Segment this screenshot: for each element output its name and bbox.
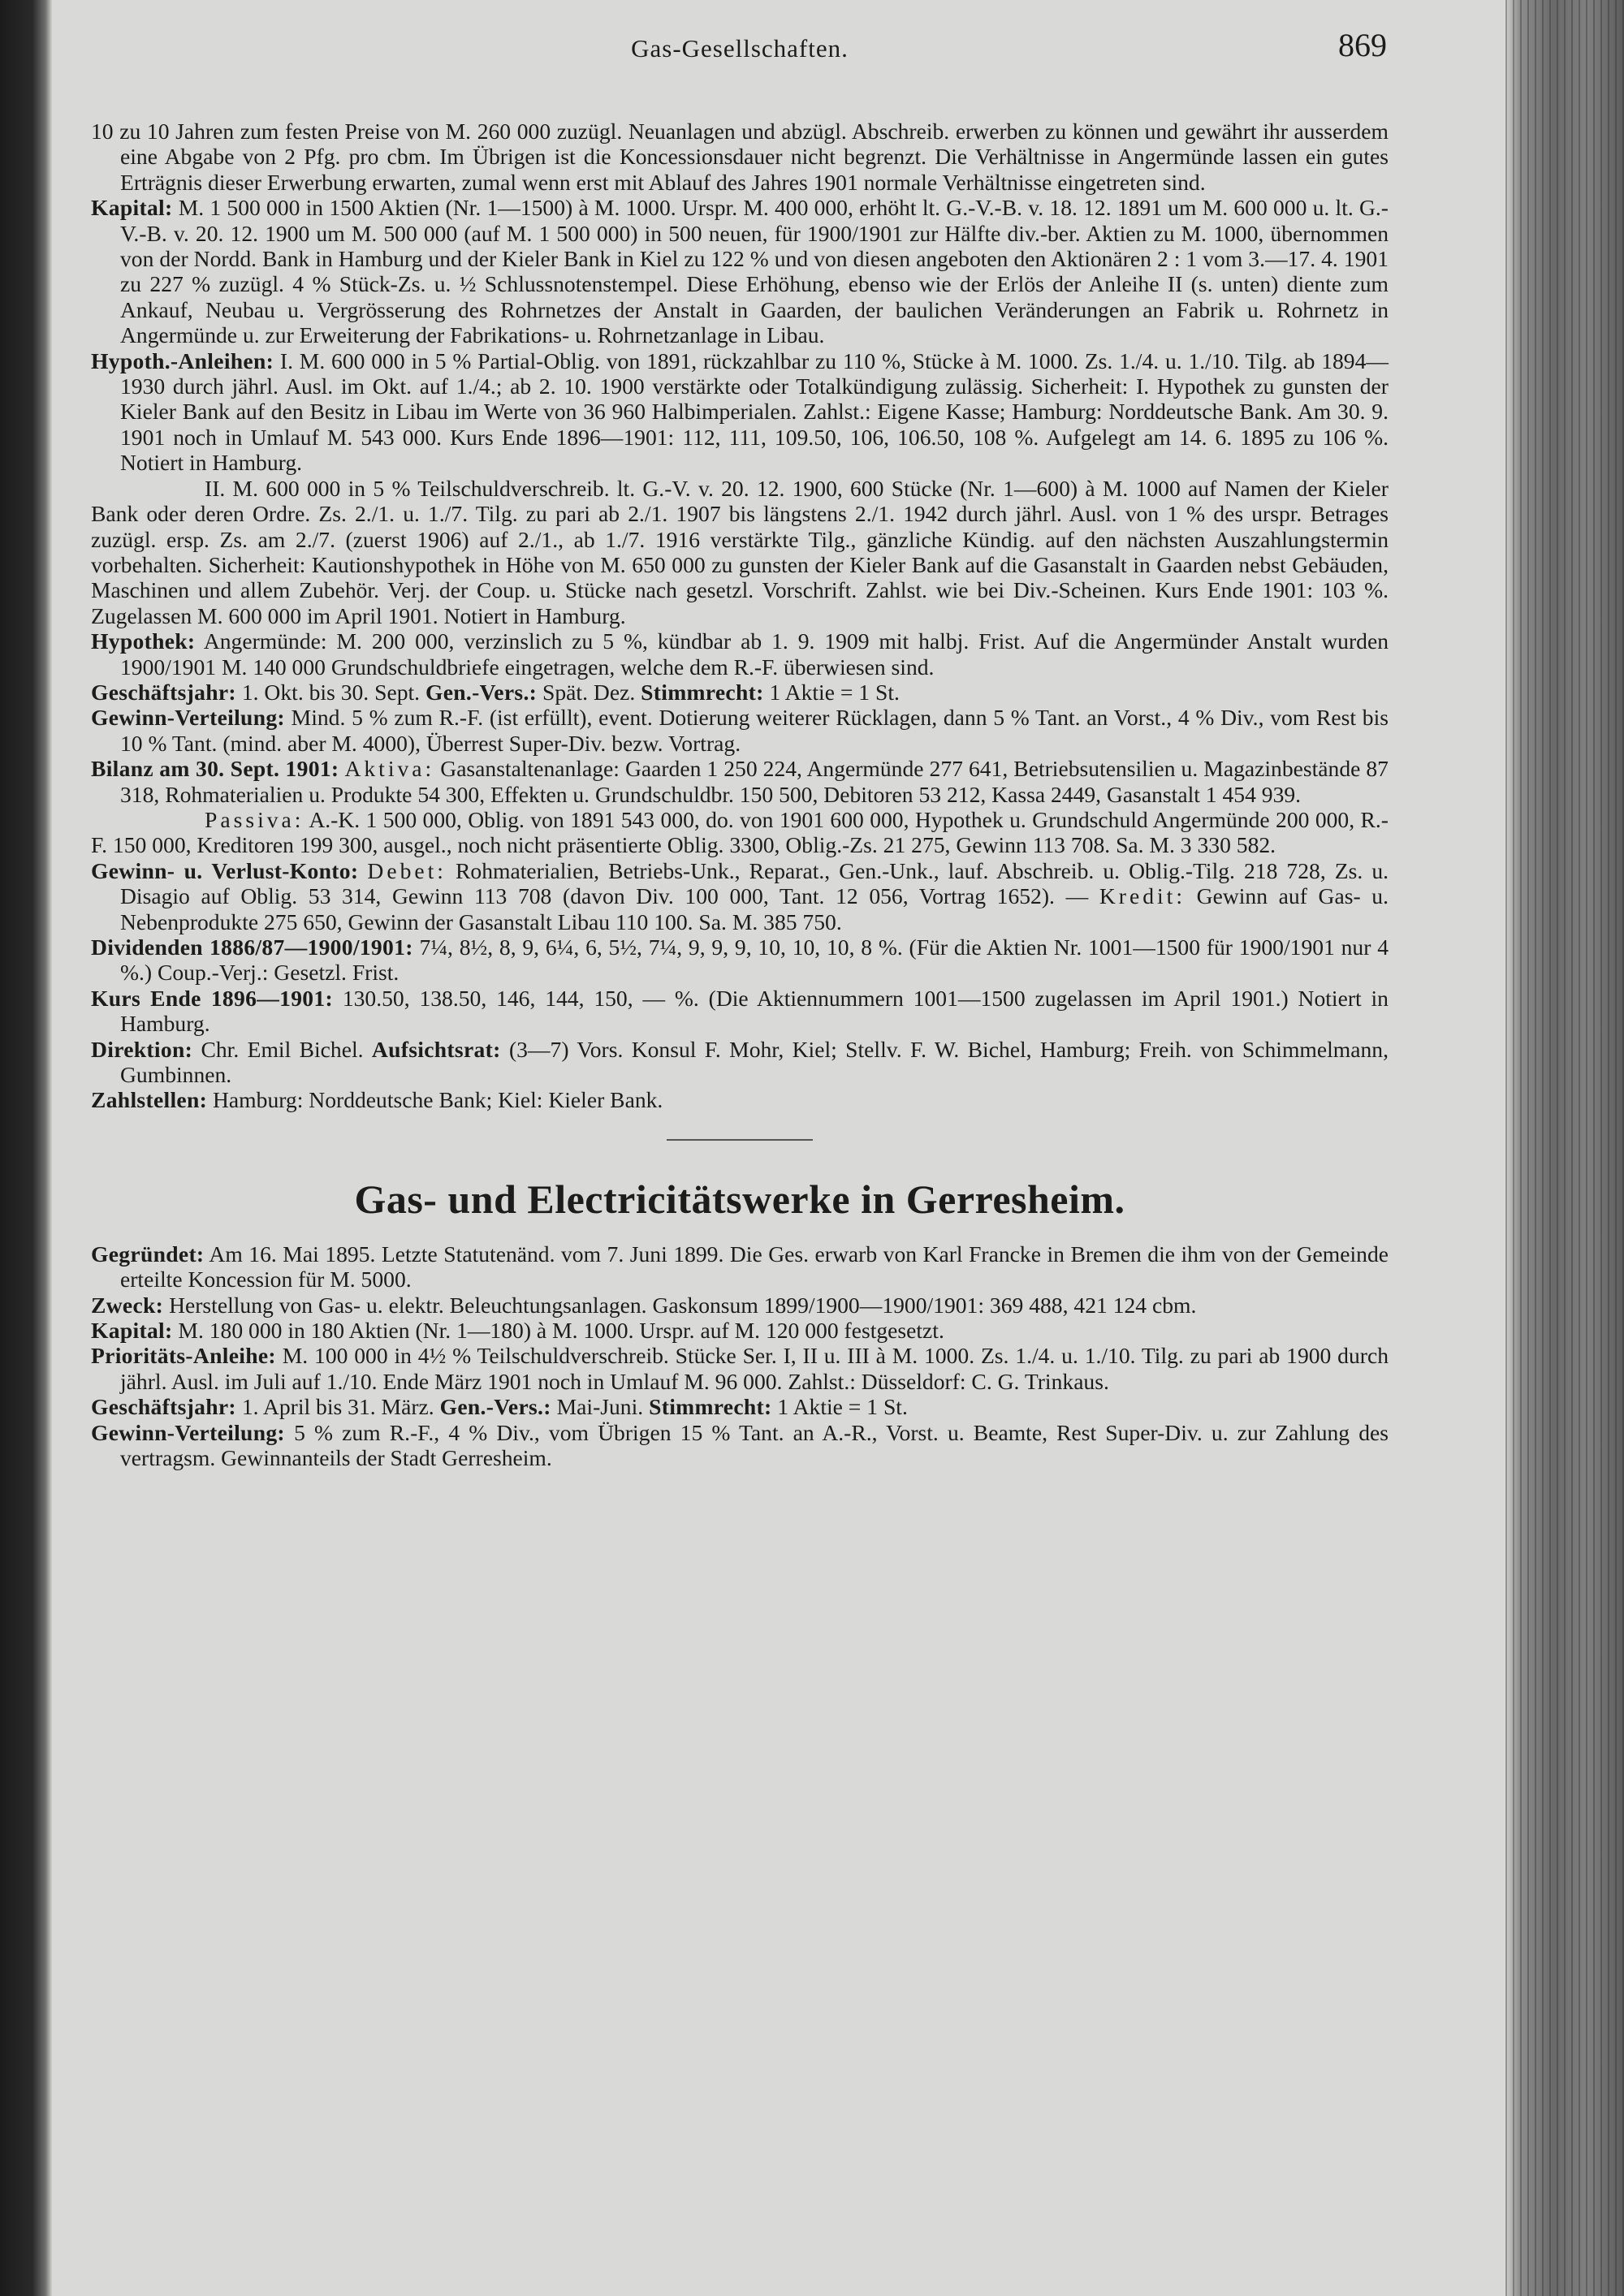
entry-label: Hypothek: (91, 628, 196, 654)
section-divider (667, 1139, 813, 1141)
entry-gewinn-verteilung: Gewinn-Verteilung: Mind. 5 % zum R.-F. (ist erfüllt), event. Dotierung weiterer Rücklagen, dann 5 % Tant. an Vorst., 4 % Div., vom Rest bis 10 % Tant. (mind. aber M. 4000), Überrest Super-Div. bezw. Vortrag. (91, 705, 1389, 756)
entry-zweck: Zweck: Herstellung von Gas- u. elektr. Beleuchtungsanlagen. Gaskonsum 1899/1900—1900/1901: 369 488, 421 124 cbm. (91, 1292, 1197, 1318)
entry-zahlstellen: Zahlstellen: Hamburg: Norddeutsche Bank; Kiel: Kieler Bank. (91, 1087, 663, 1113)
entry-geschaeftsjahr: Geschäftsjahr: 1. Okt. bis 30. Sept. Gen.-Vers.: Spät. Dez. Stimmrecht: 1 Aktie = 1 St. (91, 679, 900, 705)
running-header-title: Gas-Gesellschaften. (631, 34, 849, 63)
entry-label: Bilanz am 30. Sept. 1901: (91, 756, 339, 782)
entry-kurs: Kurs Ende 1896—1901: 130.50, 138.50, 146, 144, 150, — %. (Die Aktiennummern 1001—1500 zugelassen im April 1901.) Notiert in Hamburg. (91, 985, 1389, 1037)
entry-gegruendet: Gegründet: Am 16. Mai 1895. Letzte Statutenänd. vom 7. Juni 1899. Die Ges. erwarb von Karl Francke in Bremen die ihm von der Gemeinde erteilte Koncession für M. 5000. (91, 1241, 1389, 1293)
entry-label: Geschäftsjahr: (91, 1394, 236, 1420)
running-header (91, 27, 1389, 81)
entry-kapital: Kapital: M. 1 500 000 in 1500 Aktien (Nr. 1—1500) à M. 1000. Urspr. M. 400 000, erhöht lt. G.-V.-B. v. 18. 12. 1891 um M. 600 000 u. lt. G.-V.-B. v. 20. 12. 1900 um M. 500 000 (auf M. 1 500 000) in 500 neuen, für 1900/1901 zur Hälfte div.-ber. Aktien zu M. 1000, übernommen von der Nordd. Bank in Hamburg und der Kieler Bank in Kiel zu 122 % und von diesen angeboten den Aktionären 2 : 1 vom 3.—17. 4. 1901 zu 227 % zuzügl. 4 % Stück-Zs. u. ½ Schlussnotenstempel. Diese Erhöhung, ebenso wie der Erlös der Anleihe II (s. unten) diente zum Ankauf, Neubau u. Vergrösserung des Rohrnetzes der Anstalt in Gaarden, der baulichen Veränderungen an Fabrik u. Rohrnetz in Angermünde u. zur Erweiterung der Fabrikations- u. Rohrnetzanlage in Libau. (91, 195, 1389, 348)
entry-label: Kapital: (91, 1318, 173, 1344)
entry-label: Gewinn- u. Verlust-Konto: (91, 857, 359, 883)
entry-gewinn-verteilung-2: Gewinn-Verteilung: 5 % zum R.-F., 4 % Div., vom Übrigen 15 % Tant. an A.-R., Vorst. u. Beamte, Rest Super-Div. u. zur Zahlung des vertragsm. Gewinnanteils der Stadt Gerresheim. (91, 1419, 1389, 1471)
entry-hypothek: Hypothek: Angermünde: M. 200 000, verzinslich zu 5 %, kündbar ab 1. 9. 1909 mit halbj. Frist. Auf die Angermünder Anstalt wurden 1900/1901 M. 140 000 Grundschuldbriefe eingetragen, welche dem R.-F. überwiesen sind. (91, 628, 1389, 680)
entry-label: Prioritäts-Anleihe: (91, 1343, 276, 1369)
entry-label: Hypoth.-Anleihen: (91, 347, 274, 373)
entry-hypoth-anleihen: Hypoth.-Anleihen: I. M. 600 000 in 5 % Partial-Oblig. von 1891, rückzahlbar zu 110 %, Stücke à M. 1000. Zs. 1./4. u. 1./10. Tilg. ab 1894—1930 durch jährl. Ausl. im Okt. auf 1./4.; ab 2. 10. 1900 verstärkte oder Totalkündigung zulässig. Sicherheit: I. Hypothek zu gunsten der Kieler Bank auf den Besitz in Libau im Werte von 36 960 Halbimperialen. Zahlst.: Eigene Kasse; Hamburg: Norddeutsche Bank. Am 30. 9. 1901 noch in Umlauf M. 543 000. Kurs Ende 1896—1901: 112, 111, 109.50, 106, 106.50, 108 %. Aufgelegt am 14. 6. 1895 zu 106 %. Notiert in Hamburg. (91, 347, 1389, 476)
entry-label: Gewinn-Verteilung: (91, 705, 285, 731)
entry-label: Geschäftsjahr: (91, 679, 236, 705)
entry-geschaeftsjahr-2: Geschäftsjahr: 1. April bis 31. März. Gen.-Vers.: Mai-Juni. Stimmrecht: 1 Aktie = 1 St. (91, 1394, 908, 1420)
entry-label: Zahlstellen: (91, 1087, 208, 1113)
entry-label: Gewinn-Verteilung: (91, 1419, 285, 1445)
section-title: Gas- und Electricitätswerke in Gerresheim. (354, 1176, 1125, 1222)
entry-anleihe-ii: II. M. 600 000 in 5 % Teilschuldverschreib. lt. G.-V. v. 20. 12. 1900, 600 Stücke (Nr. 1—600) à M. 1000 auf Namen der Kieler Bank oder deren Ordre. Zs. 2./1. u. 1./7. Tilg. zu pari ab 2./1. 1907 bis längstens 2./1. 1942 durch jährl. Ausl. von 1 % des urspr. Betrages zuzügl. ersp. Zs. am 2./7. (zuerst 1906) auf 2./1., ab 1./7. 1916 verstärkte Tilg., gänzliche Kündig. auf den nächsten Auszahlungstermin vorbehalten. Sicherheit: Kautionshypothek in Höhe von M. 650 000 zu gunsten der Kieler Bank auf die Gasanstalt in Gaarden nebst Gebäuden, Maschinen und allem Zubehör. Verj. der Coup. u. Stücke nach gesetzl. Vorschrift. Zahlst. wie bei Div.-Scheinen. Kurs Ende 1901: 103 %. Zugelassen M. 600 000 im April 1901. Notiert in Hamburg. (91, 475, 1389, 628)
page-number: 869 (1338, 27, 1387, 63)
entry-bilanz: Bilanz am 30. Sept. 1901: Aktiva: Gasanstaltenanlage: Gaarden 1 250 224, Angermünde 277 641, Betriebsutensilien u. Magazinbestände 87 318, Rohmaterialien u. Produkte 54 300, Effekten u. Grundschuldbr. 150 500, Debitoren 53 212, Kassa 2449, Gasanstalt 1 454 939. (91, 756, 1389, 807)
entry-label: Kurs Ende 1896—1901: (91, 985, 333, 1011)
page-left-edge-shadow (0, 0, 52, 2296)
entry-direktion: Direktion: Chr. Emil Bichel. Aufsichtsrat: (3—7) Vors. Konsul F. Mohr, Kiel; Stellv. F. W. Bichel, Hamburg; Freih. von Schimmelmann, Gumbinnen. (91, 1036, 1389, 1088)
entry-label: Direktion: (91, 1036, 193, 1062)
entry-gewinn-verlust: Gewinn- u. Verlust-Konto: Debet: Rohmaterialien, Betriebs-Unk., Reparat., Gen.-Unk., lauf. Abschreib. u. Oblig.-Tilg. 218 728, Zs. u. Disagio auf Oblig. 53 314, Gewinn 113 708 (davon Div. 100 000, Tant. 12 056, Vortrag 1652). — Kredit: Gewinn auf Gas- u. Nebenprodukte 275 650, Gewinn der Gasanstalt Libau 110 100. Sa. M. 385 750. (91, 857, 1389, 934)
entry-kapital-2: Kapital: M. 180 000 in 180 Aktien (Nr. 1—180) à M. 1000. Urspr. auf M. 120 000 festgesetzt. (91, 1318, 944, 1344)
entry-label: Dividenden 1886/87—1900/1901: (91, 934, 413, 960)
entry-paragraph: 10 zu 10 Jahren zum festen Preise von M. 260 000 zuzügl. Neuanlagen und abzügl. Abschreib. erwerben zu können und gewährt ihr ausserdem eine Abgabe von 2 Pfg. pro cbm. Im Übrigen ist die Koncessionsdauer nicht begrenzt. Die Verhältnisse in Angermünde lassen ein gutes Erträgnis dieser Erwerbung erwarten, zumal wenn erst mit Ablauf des Jahres 1901 normale Verhältnisse eingetreten sind. (91, 119, 1389, 195)
page-right-edge-binding (1505, 0, 1624, 2296)
entry-label: Zweck: (91, 1292, 164, 1318)
entry-label: Kapital: (91, 195, 173, 221)
page-content (91, 27, 1389, 1471)
entry-dividenden: Dividenden 1886/87—1900/1901: 7¼, 8½, 8, 9, 6¼, 6, 5½, 7¼, 9, 9, 9, 10, 10, 10, 8 %. (Für die Aktien Nr. 1001—1500 für 1900/1901 nur 4 %.) Coup.-Verj.: Gesetzl. Frist. (91, 934, 1389, 986)
entry-bilanz-passiva: Passiva: A.-K. 1 500 000, Oblig. von 1891 543 000, do. von 1901 600 000, Hypothek u. Grundschuld Angermünde 200 000, R.-F. 150 000, Kreditoren 199 300, ausgel., noch nicht präsentierte Oblig. 3300, Oblig.-Zs. 21 275, Gewinn 113 708. Sa. M. 3 330 582. (91, 806, 1389, 858)
entry-label: Gegründet: (91, 1241, 205, 1267)
entry-prioritaets-anleihe: Prioritäts-Anleihe: M. 100 000 in 4½ % Teilschuldverschreib. Stücke Ser. I, II u. III à M. 1000. Zs. 1./4. u. 1./10. Tilg. zu pari ab 1900 durch jährl. Ausl. im Juli auf 1./10. Ende März 1901 noch in Umlauf M. 96 000. Zahlst.: Düsseldorf: C. G. Trinkaus. (91, 1343, 1389, 1394)
